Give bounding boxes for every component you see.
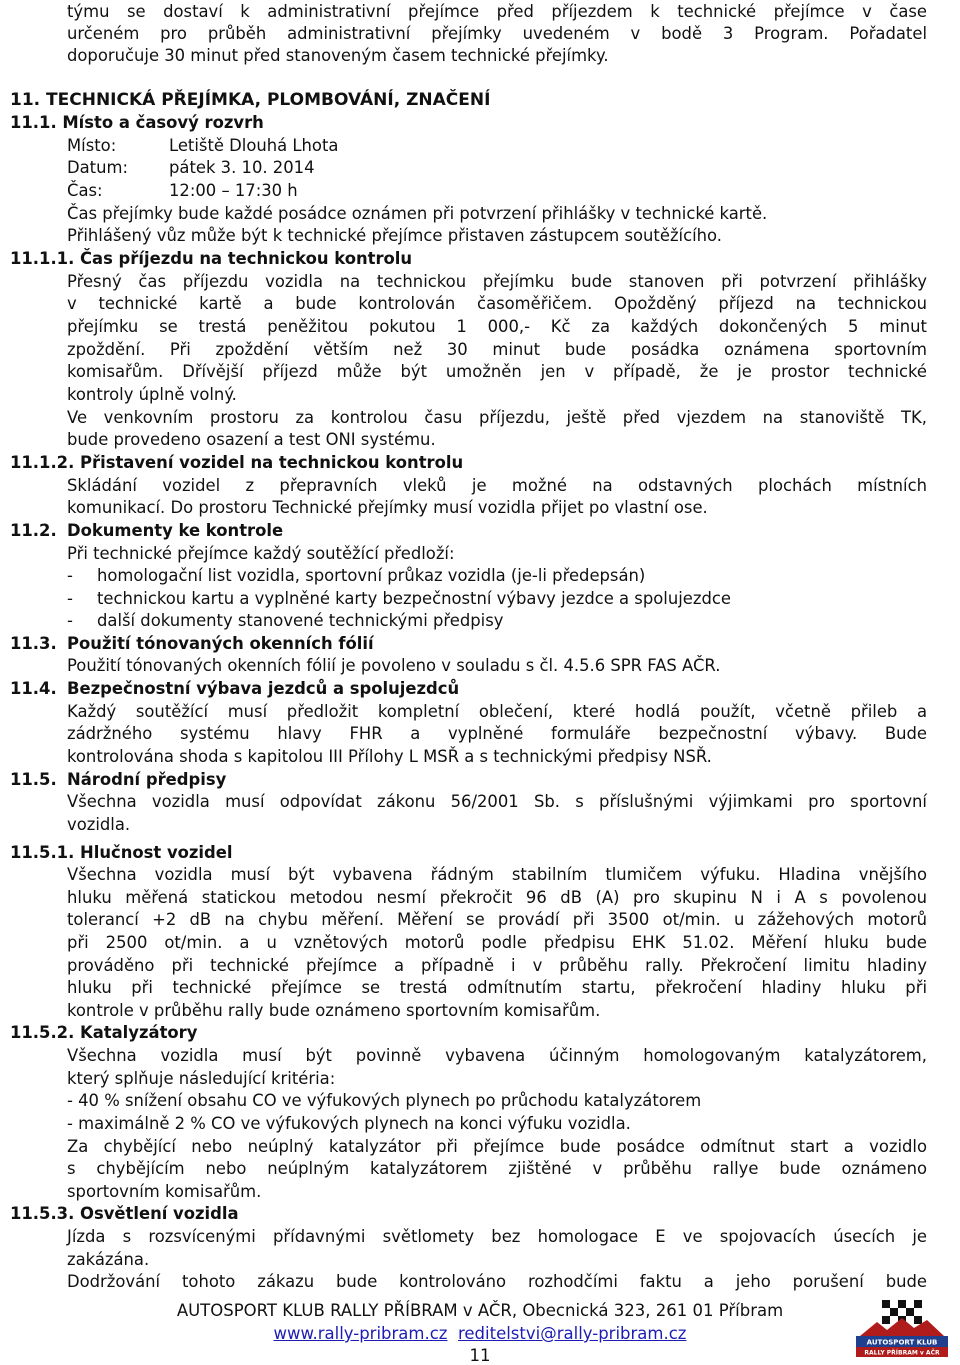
paragraph-line: bude provedeno osazení a test ONI systému. xyxy=(67,430,436,449)
heading-title: Bezpečnostní výbava jezdců a spolujezdců xyxy=(67,679,460,698)
subsection-heading: 11.1. Místo a časový rozvrh xyxy=(10,113,264,132)
time-value: 12:00 – 17:30 h xyxy=(169,181,298,200)
subsection-heading xyxy=(10,633,870,655)
paragraph-line: komunikací. Do prostoru Technické přejímky musí vozidla přijet po vlastní ose. xyxy=(67,498,708,517)
paragraph-line: zpoždění. Při zpoždění větším než 30 minut bude posádka oznámena sportovním xyxy=(67,340,927,359)
list-item-text: homologační list vozidla, sportovní průkaz vozidla (je-li předepsán) xyxy=(97,566,646,585)
paragraph-line: doporučuje 30 minut před stanoveným časem technické přejímky. xyxy=(67,46,609,65)
place-label: Místo: xyxy=(67,136,117,155)
paragraph-line: Použití tónovaných okenních fólií je povoleno v souladu s čl. 4.5.6 SPR FAS AČR. xyxy=(67,656,721,675)
page-number: 11 xyxy=(469,1346,491,1365)
paragraph-line: Dodržování tohoto zákazu bude kontrolováno rozhodčími faktu a jeho porušení bude xyxy=(67,1272,927,1291)
paragraph-line: zádržného systému hlavy FHR a vyplněné formuláře bezpečnostní výbavy. Bude xyxy=(67,724,927,743)
subsection-heading: 11.5.3. Osvětlení vozidla xyxy=(10,1204,239,1223)
paragraph-line: Jízda s rozsvícenými přídavnými světlomety bez homologace E ve spojovacích úsecích je xyxy=(67,1227,927,1246)
email-link[interactable]: reditelstvi@rally-pribram.cz xyxy=(457,1324,687,1343)
paragraph-line: vozidla. xyxy=(67,815,131,834)
logo-text-top: AUTOSPORT KLUB xyxy=(866,1338,938,1347)
list-item-text: technickou kartu a vyplněné karty bezpečnostní výbavy jezdce a spolujezdce xyxy=(97,589,731,608)
paragraph-line: Přesný čas příjezdu vozidla na technickou přejímku bude stanoven při potvrzení přihlášky xyxy=(67,272,927,291)
paragraph-line: kontrolována shoda s kapitolou III Přílohy L MSŘ a s technickými předpisy NSŘ. xyxy=(67,747,712,766)
paragraph-line: Všechna vozidla musí odpovídat zákonu 56/2001 Sb. s příslušnými výjimkami pro sportovní xyxy=(67,792,927,811)
subsection-heading xyxy=(10,520,870,542)
list-item: - další dokumenty stanovené technickými předpisy xyxy=(67,611,504,630)
paragraph-line: s chybějícím nebo neúplným katalyzátorem zjištěné v průběhu rallye bude oznámeno xyxy=(67,1159,927,1178)
paragraph-line: v technické kartě a bude kontrolován časoměřičem. Opožděný příjezd na technickou xyxy=(67,294,927,313)
paragraph-line: Ve venkovním prostoru za kontrolou času příjezdu, ještě před vjezdem na stanoviště TK, xyxy=(67,408,927,427)
date-value: pátek 3. 10. 2014 xyxy=(169,158,315,177)
paragraph-line: přejímku se trestá peněžitou pokutou 1 000,- Kč za každých dokončených 5 minut xyxy=(67,317,927,336)
club-logo xyxy=(852,1296,952,1360)
paragraph-line: Každý soutěžící musí předložit kompletní oblečení, které hodlá použít, včetně přileb a xyxy=(67,702,927,721)
footer-links xyxy=(0,1324,960,1343)
paragraph-line: určeném pro průběh administrativní přejímky uvedeném v bodě 3 Program. Pořadatel xyxy=(67,24,927,43)
paragraph-line: Skládání vozidel z přepravních vleků je možné na odstavných plochách místních xyxy=(67,476,927,495)
paragraph-line: týmu se dostaví k administrativní přejímce před příjezdem k technické přejímce v čase xyxy=(67,2,927,21)
subsection-heading: 11.1.1. Čas příjezdu na technickou kontrolu xyxy=(10,249,413,268)
paragraph-line: který splňuje následující kritéria: xyxy=(67,1069,336,1088)
heading-number: 11.4. xyxy=(10,679,57,698)
paragraph-line: Všechna vozidla musí být vybavena řádným stabilním tlumičem výfuku. Hladina vnějšího xyxy=(67,865,927,884)
time-label: Čas: xyxy=(67,181,103,200)
subsection-heading: 11.5.1. Hlučnost vozidel xyxy=(10,843,233,862)
heading-title: Dokumenty ke kontrole xyxy=(67,521,284,540)
paragraph-line: Všechna vozidla musí být povinně vybavena účinným homologovaným katalyzátorem, xyxy=(67,1046,927,1065)
paragraph-line: Za chybějící nebo neúplný katalyzátor při přejímce bude posádce odmítnut start a vozidlo xyxy=(67,1137,927,1156)
subsection-heading xyxy=(10,769,870,791)
paragraph-line: při 2500 ot/min. a u vznětových motorů podle předpisu EHK 51.02. Měření hluku bude xyxy=(67,933,927,952)
list-item-text: další dokumenty stanovené technickými předpisy xyxy=(97,611,504,630)
date-label: Datum: xyxy=(67,158,128,177)
heading-number: 11.5. xyxy=(10,770,57,789)
paragraph-line: - maximálně 2 % CO ve výfukových plynech na konci výfuku vozidla. xyxy=(67,1114,631,1133)
paragraph-line: Přihlášený vůz může být k technické přejímce přistaven zástupcem soutěžícího. xyxy=(67,226,723,245)
paragraph-line: prováděno při technické přejímce a případně i v průběhu rally. Překročení limitu hladiny xyxy=(67,956,927,975)
subsection-heading xyxy=(10,678,870,700)
paragraph-line: hluku měřená statickou metodou nesmí překročit 96 dB (A) pro skupinu N i A s povolenou xyxy=(67,888,927,907)
paragraph-line: komisařům. Dřívější příjezd může být umožněn jen v případě, že je prostor technické xyxy=(67,362,927,381)
logo-text-bottom: RALLY PŘÍBRAM v AČR xyxy=(864,1349,940,1357)
paragraph-line: kontrole v průběhu rally bude oznámeno sportovním komisařům. xyxy=(67,1001,601,1020)
section-heading: 11. TECHNICKÁ PŘEJÍMKA, PLOMBOVÁNÍ, ZNAČENÍ xyxy=(10,90,491,110)
heading-title: Národní předpisy xyxy=(67,770,227,789)
subsection-heading: 11.1.2. Přistavení vozidel na technickou kontrolu xyxy=(10,453,464,472)
subsection-heading: 11.5.2. Katalyzátory xyxy=(10,1023,198,1042)
paragraph-line: sportovním komisařům. xyxy=(67,1182,262,1201)
paragraph-line: Čas přejímky bude každé posádce oznámen při potvrzení přihlášky v technické kartě. xyxy=(67,204,768,223)
heading-number: 11.3. xyxy=(10,634,57,653)
place-row xyxy=(67,135,927,157)
paragraph-line: kontroly úplně volný. xyxy=(67,385,237,404)
paragraph-line: tolerancí +2 dB na chybu měření. Měření se provádí při 3500 ot/min. u zážehových motorů xyxy=(67,910,927,929)
paragraph-line: - 40 % snížení obsahu CO ve výfukových plynech po průchodu katalyzátorem xyxy=(67,1091,702,1110)
paragraph-line: Při technické přejímce každý soutěžící předloží: xyxy=(67,544,455,563)
list-item: - homologační list vozidla, sportovní průkaz vozidla (je-li předepsán) xyxy=(67,566,646,585)
list-item: - technickou kartu a vyplněné karty bezpečnostní výbavy jezdce a spolujezdce xyxy=(67,589,731,608)
time-row xyxy=(67,180,927,202)
heading-number: 11.2. xyxy=(10,521,57,540)
footer-organization: AUTOSPORT KLUB RALLY PŘÍBRAM v AČR, Obecnická 323, 261 01 Příbram xyxy=(176,1301,784,1320)
place-value: Letiště Dlouhá Lhota xyxy=(169,136,339,155)
heading-title: Použití tónovaných okenních fólií xyxy=(67,634,374,653)
paragraph-line: hluku při technické přejímce se trestá odmítnutím startu, překročení hladiny hluku při xyxy=(67,978,927,997)
date-row xyxy=(67,157,927,179)
website-link[interactable]: www.rally-pribram.cz xyxy=(273,1324,448,1343)
paragraph-line: zakázána. xyxy=(67,1250,150,1269)
